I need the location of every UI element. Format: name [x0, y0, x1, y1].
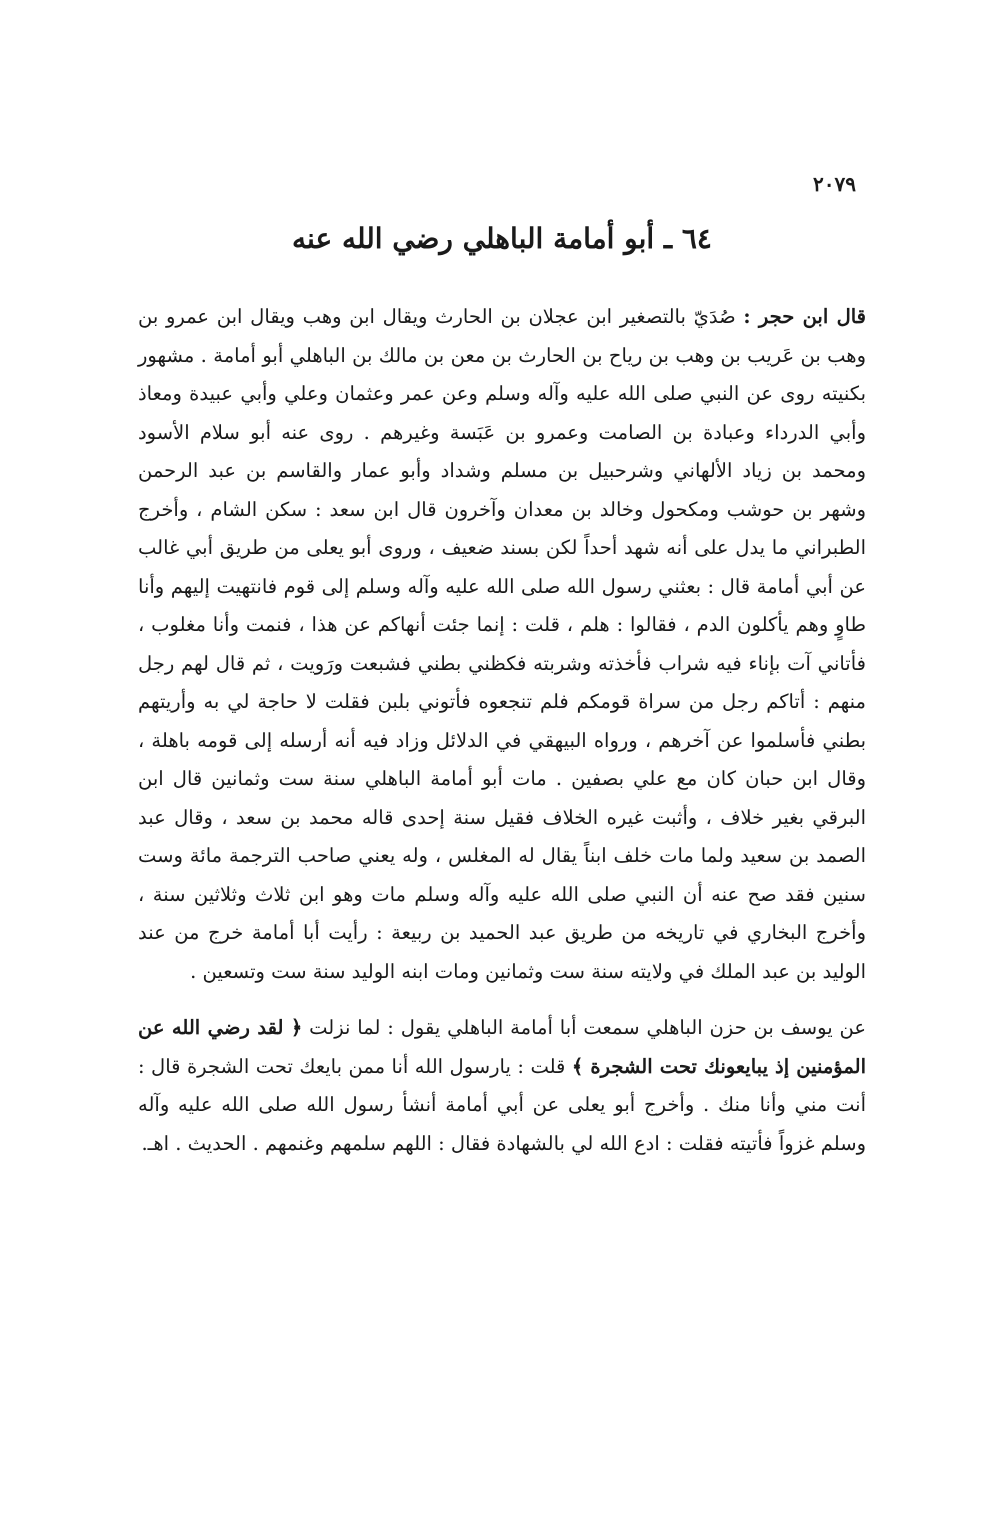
page-number: ٢٠٧٩: [813, 172, 856, 196]
paragraph-lead: قال ابن حجر :: [743, 305, 866, 328]
quran-quote: ﴿ لقد رضي الله عن المؤمنين إذ يبايعونك تحت الشجرة ﴾: [138, 1016, 866, 1078]
chapter-title: ٦٤ ـ أبو أمامة الباهلي رضي الله عنه: [292, 222, 712, 255]
paragraph-hadith: [138, 1009, 866, 1163]
paragraph-text-before-quote: عن يوسف بن حزن الباهلي سمعت أبا أمامة الباهلي يقول : لما نزلت: [302, 1016, 866, 1039]
paragraph-text-after-quote: قلت : يارسول الله أنا ممن بايعك تحت الشجرة قال : أنت مني وأنا منك . وأخرج أبو يعلى عن أبي أمامة أنشأ رسول الله صلى الله عليه وآله وسلم غزواً فأتيته فقلت : ادع الله لي بالشهادة فقال : اللهم سلمهم وغنمهم . الحديث . اهـ.: [138, 1054, 866, 1155]
body-text: [138, 298, 866, 1163]
paragraph-biography: [138, 298, 866, 991]
paragraph-text: صُدَيّ بالتصغير ابن عجلان بن الحارث ويقال ابن وهب ويقال ابن عمرو بن وهب بن عَريب بن وهب بن رياح بن الحارث بن معن بن مالك بن الباهلي أبو أمامة . مشهور بكنيته روى عن النبي صلى الله عليه وآله وسلم وعن عمر وعثمان وعلي وأبي عبيدة ومعاذ وأبي الدرداء وعبادة بن الصامت وعمرو بن عَبَسة وغيرهم . روى عنه أبو سلام الأسود ومحمد بن زياد الألهاني وشرحبيل بن مسلم وشداد وأبو عمار والقاسم بن عبد الرحمن وشهر بن حوشب ومكحول وخالد بن معدان وآخرون قال ابن سعد : سكن الشام ، وأخرج الطبراني ما يدل على أنه شهد أحداً لكن بسند ضعيف ، وروى أبو يعلى من طريق أبي غالب عن أبي أمامة قال : بعثني رسول الله صلى الله عليه وآله وسلم إلى قوم فانتهيت إليهم وأنا طاوٍ وهم يأكلون الدم ، فقالوا : هلم ، قلت : إنما جئت أنهاكم عن هذا ، فنمت وأنا مغلوب ، فأتاني آت بإناء فيه شراب فأخذته وشربته فكظني بطني فشبعت ورَويت ، ثم قال لهم رجل منهم : أتاكم رجل من سراة قومكم فلم تنجعوه فأتوني بلبن فقلت لا حاجة لي به وأريتهم بطني فأسلموا عن آخرهم ، ورواه البيهقي في الدلائل وزاد فيه أنه أرسله إلى قومه باهلة ، وقال ابن حبان كان مع علي بصفين . مات أبو أمامة الباهلي سنة ست وثمانين قال ابن البرقي بغير خلاف ، وأثبت غيره الخلاف فقيل سنة إحدى قاله محمد بن سعد ، وقال عبد الصمد بن سعيد ولما مات خلف ابناً يقال له المغلس ، وله يعني صاحب الترجمة مائة وست سنين فقد صح عنه أن النبي صلى الله عليه وآله وسلم مات وهو ابن ثلاث وثلاثين سنة ، وأخرج البخاري في تاريخه من طريق عبد الحميد بن ربيعة : رأيت أبا أمامة خرج من عند الوليد بن عبد الملك في ولايته سنة ست وثمانين ومات ابنه الوليد سنة ست وتسعين .: [138, 305, 866, 983]
